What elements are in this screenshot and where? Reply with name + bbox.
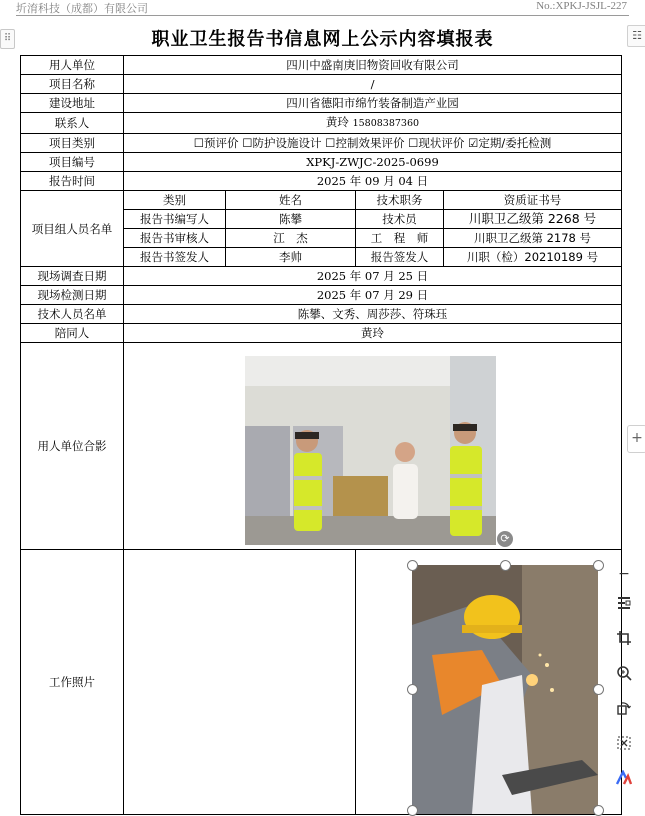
option-periodic-testing[interactable]: ☑定期/委托检测 xyxy=(468,136,552,150)
test-date-label: 现场检测日期 xyxy=(21,286,124,305)
project-no-label: 项目编号 xyxy=(21,153,124,172)
resize-handle[interactable] xyxy=(500,560,511,571)
add-icon[interactable]: + xyxy=(627,425,645,453)
team-role: 报告书编写人 xyxy=(124,210,226,229)
team-title[interactable]: 报告签发人 xyxy=(356,248,444,267)
rotate-handle-icon[interactable]: ⟳ xyxy=(497,531,513,547)
option-pre-evaluation[interactable]: ☐预评价 xyxy=(193,136,239,150)
group-photo[interactable] xyxy=(245,356,496,545)
option-status-evaluation[interactable]: ☐现状评价 xyxy=(408,136,465,150)
project-no-value[interactable]: XPKJ-ZWJC-2025-0699 xyxy=(124,153,622,172)
team-header-role: 类别 xyxy=(124,191,226,210)
resize-handle[interactable] xyxy=(593,560,604,571)
survey-date-label: 现场调查日期 xyxy=(21,267,124,286)
report-time-value[interactable]: 2025 年 09 月 04 日 xyxy=(124,172,622,191)
team-header-title: 技术职务 xyxy=(356,191,444,210)
resize-handle[interactable] xyxy=(593,805,604,816)
page-title: 职业卫生报告书信息网上公示内容填报表 xyxy=(151,29,494,50)
crop-icon[interactable] xyxy=(611,629,637,655)
project-name-label: 项目名称 xyxy=(21,75,124,94)
contact-value[interactable] xyxy=(124,113,622,134)
zoom-in-icon[interactable] xyxy=(611,664,637,690)
team-label: 项目组人员名单 xyxy=(21,191,124,267)
document-number: No.:XPKJ-JSJL-227 xyxy=(536,0,627,12)
address-value[interactable]: 四川省德阳市绵竹装备制造产业园 xyxy=(124,94,622,113)
header-divider xyxy=(16,15,629,16)
escort-value[interactable]: 黄玲 xyxy=(124,324,622,343)
team-header-name: 姓名 xyxy=(226,191,356,210)
contact-name: 黄玲 xyxy=(325,115,349,129)
team-name[interactable]: 江 杰 xyxy=(226,229,356,248)
staff-label: 技术人员名单 xyxy=(21,305,124,324)
resize-handle[interactable] xyxy=(593,684,604,695)
resize-handle[interactable] xyxy=(407,805,418,816)
drag-handle-icon[interactable]: ⠿ xyxy=(0,29,15,49)
group-photo-label: 用人单位合影 xyxy=(21,343,124,550)
team-name[interactable]: 李帅 xyxy=(226,248,356,267)
company-name: 圻淯科技（成都）有限公司 xyxy=(16,2,148,15)
team-cert[interactable]: 川职卫乙级第 2178 号 xyxy=(444,229,622,248)
address-label: 建设地址 xyxy=(21,94,124,113)
project-name-value[interactable]: / xyxy=(124,75,622,94)
project-type-label: 项目类别 xyxy=(21,134,124,153)
resize-handle[interactable] xyxy=(407,560,418,571)
team-role: 报告书签发人 xyxy=(124,248,226,267)
option-control-evaluation[interactable]: ☐控制效果评价 xyxy=(325,136,405,150)
resize-handle[interactable] xyxy=(407,684,418,695)
text-wrap-icon[interactable] xyxy=(611,594,637,620)
project-type-options xyxy=(124,134,622,153)
team-role: 报告书审核人 xyxy=(124,229,226,248)
team-title[interactable]: 工 程 师 xyxy=(356,229,444,248)
team-title[interactable]: 技术员 xyxy=(356,210,444,229)
layout-panel-icon[interactable]: ☷ xyxy=(627,25,645,47)
ai-tools-icon[interactable] xyxy=(611,769,637,795)
team-cert[interactable]: 川职（检）20210189 号 xyxy=(444,248,622,267)
option-protection-design[interactable]: ☐防护设施设计 xyxy=(242,136,322,150)
replace-image-icon[interactable] xyxy=(611,734,637,760)
rotate-icon[interactable] xyxy=(611,699,637,725)
test-date-value[interactable]: 2025 年 07 月 29 日 xyxy=(124,286,622,305)
collapse-icon[interactable]: − xyxy=(618,566,630,582)
team-header-cert: 资质证书号 xyxy=(444,191,622,210)
employer-value[interactable]: 四川中盛南庚旧物资回收有限公司 xyxy=(124,56,622,75)
team-name[interactable]: 陈攀 xyxy=(226,210,356,229)
work-photo-cell-left xyxy=(124,550,356,815)
staff-value[interactable]: 陈攀、文秀、周莎莎、符珠珏 xyxy=(124,305,622,324)
team-cert[interactable]: 川职卫乙级第 2268 号 xyxy=(444,210,622,229)
escort-label: 陪同人 xyxy=(21,324,124,343)
employer-label: 用人单位 xyxy=(21,56,124,75)
survey-date-value[interactable]: 2025 年 07 月 25 日 xyxy=(124,267,622,286)
report-time-label: 报告时间 xyxy=(21,172,124,191)
work-photo-label: 工作照片 xyxy=(21,550,124,815)
contact-label: 联系人 xyxy=(21,113,124,134)
contact-phone: 15808387360 xyxy=(352,118,420,129)
work-photo[interactable] xyxy=(412,565,598,814)
